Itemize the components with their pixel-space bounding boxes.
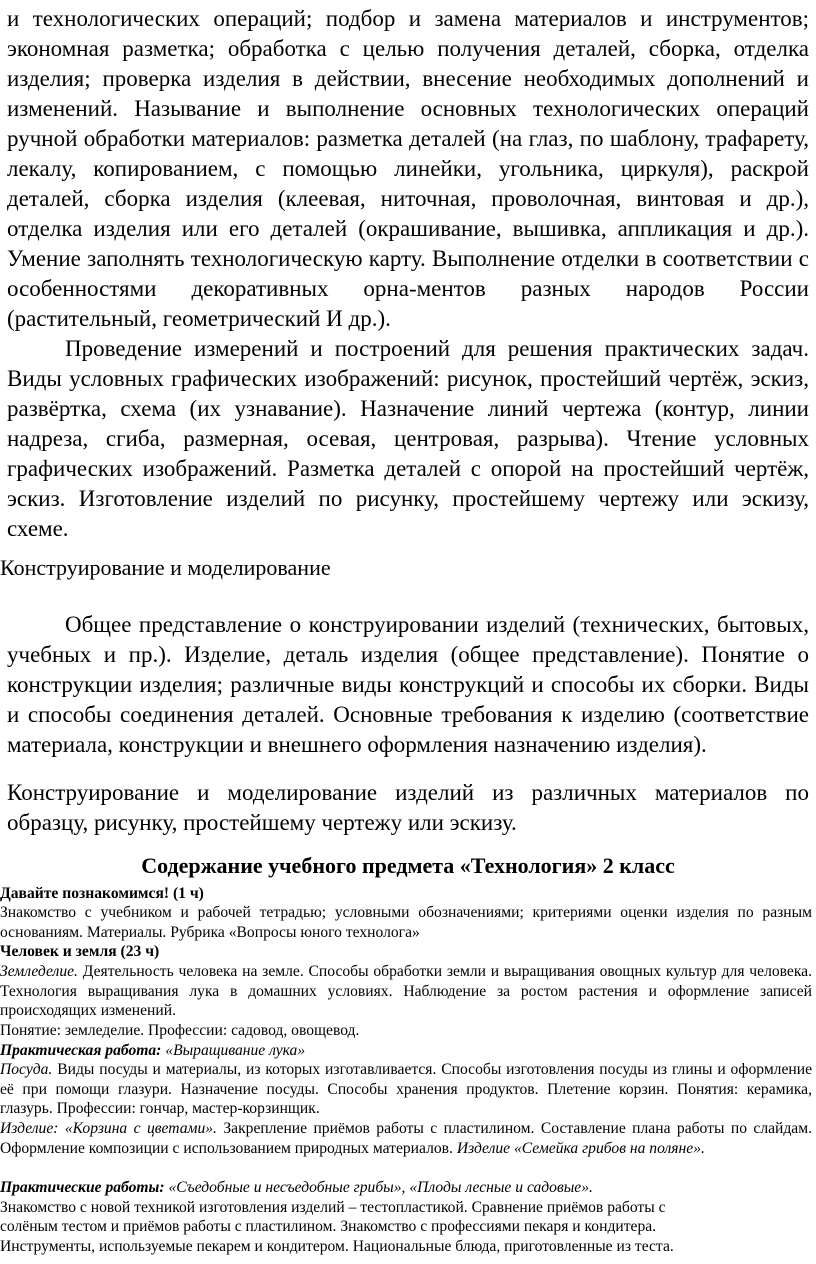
construction-paragraph-1: Общее представление о конструировании изделий (технических, бытовых, учебных и пр.). Изделие, деталь изделия (общее представление). Понятие о конструкции изделия; различные виды конструкций и способы их сборки. Виды и способы соединения деталей. Основные требования к изделию (соответствие материала, конструкции и внешнего оформления назначению изделия). — [7, 612, 809, 757]
agriculture-label: Земледелие. — [0, 963, 78, 980]
bottom-line-2: солёным тестом и приёмов работы с пластилином. Знакомство с профессиями пекаря и кондитера. — [0, 1218, 657, 1235]
agriculture-concepts: Понятие: земледелие. Профессии: садовод, овощевод. — [0, 1022, 360, 1039]
practical-2-label: Практические работы: — [0, 1179, 165, 1196]
bottom-line-1: Знакомство с новой техникой изготовления изделий – тестопластикой. Сравнение приёмов работы с — [0, 1199, 666, 1216]
block-1-text: Знакомство с учебником и рабочей тетрадью; условными обозначениями; критериями оценки изделия по разным основаниям. Материалы. Рубрика «Вопросы юного технолога» — [0, 904, 812, 941]
measurements-paragraph: Проведение измерений и построений для решения практических задач. Виды условных графических изображений: рисунок, простейший чертёж, эскиз, развёртка, схема (их узнавание). Назначение линий чертежа (контур, линии надреза, сгиба, размерная, осевая, центровая, разрыва). Чтение условных графических изображений. Разметка деталей с опорой на простейший чертёж, эскиз. Изготовление изделий по рисунку, простейшему чертежу или эскизу, схеме. — [7, 336, 809, 541]
construction-paragraph-2: Конструирование и моделирование изделий из различных материалов по образцу, рисунку, простейшему чертежу или эскизу. — [7, 780, 809, 835]
block-1-heading: Давайте познакомимся! (1 ч) — [0, 885, 204, 902]
product-paragraph — [0, 1119, 812, 1158]
dishes-paragraph — [0, 1060, 812, 1119]
dishes-label: Посуда. — [0, 1061, 53, 1078]
practical-work-1 — [0, 1041, 812, 1061]
bottom-line-3: Инструменты, используемые пекарем и кондитером. Национальные блюда, приготовленные из теста. — [0, 1238, 674, 1255]
block-2-heading: Человек и земля (23 ч) — [0, 943, 160, 960]
product-1-label: Изделие: «Корзина с цветами». — [0, 1120, 217, 1137]
practical-work-2 — [0, 1178, 812, 1198]
practical-2-text: «Съедобные и несъедобные грибы», «Плоды лесные и садовые». — [164, 1179, 593, 1196]
product-1-text: Закрепление приёмов работы с пластилином. Составление плана работы по слайдам. Оформление композиции с использованием природных материалов. — [0, 1120, 812, 1157]
construction-section-heading: Конструирование и моделирование — [0, 555, 331, 580]
dishes-text: Виды посуды и материалы, из которых изготавливается. Способы изготовления посуды из глины и оформление её при помощи глазури. Назначение посуды. Способы хранения продуктов. Плетение корзин. Понятия: керамика, глазурь. Профессии: гончар, мастер-корзинщик. — [0, 1061, 812, 1117]
agriculture-text: Деятельность человека на земле. Способы обработки земли и выращивания овощных культур для человека. Технология выращивания лука в домашних условиях. Наблюдение за ростом растения и оформление записей происходящих изменений. — [0, 963, 812, 1019]
agriculture-paragraph — [0, 962, 812, 1021]
content-title: Содержание учебного предмета «Технология» 2 класс — [141, 853, 675, 878]
practical-1-label: Практическая работа: — [0, 1042, 162, 1059]
technology-operations-paragraph: и технологических операций; подбор и замена материалов и инструментов; экономная разметка; обработка с целью получения деталей, сборка, отделка изделия; проверка изделия в действии, внесение необходимых дополнений и изменений. Называние и выполнение основных технологических операций ручной обработки материалов: разметка деталей (на глаз, по шаблону, трафарету, лекалу, копированием, с помощью линейки, угольника, циркуля), раскрой деталей, сборка изделия (клеевая, ниточная, проволочная, винтовая и др.), отделка изделия или его деталей (окрашивание, вышивка, аппликация и др.). Умение заполнять технологическую карту. Выполнение отделки в соответствии с особенностями декоративных орна-ментов разных народов России (растительный, геометрический И др.). — [7, 6, 809, 331]
product-2-label: Изделие «Семейка грибов на поляне». — [456, 1139, 705, 1157]
practical-1-text: «Выращивание лука» — [161, 1042, 306, 1059]
